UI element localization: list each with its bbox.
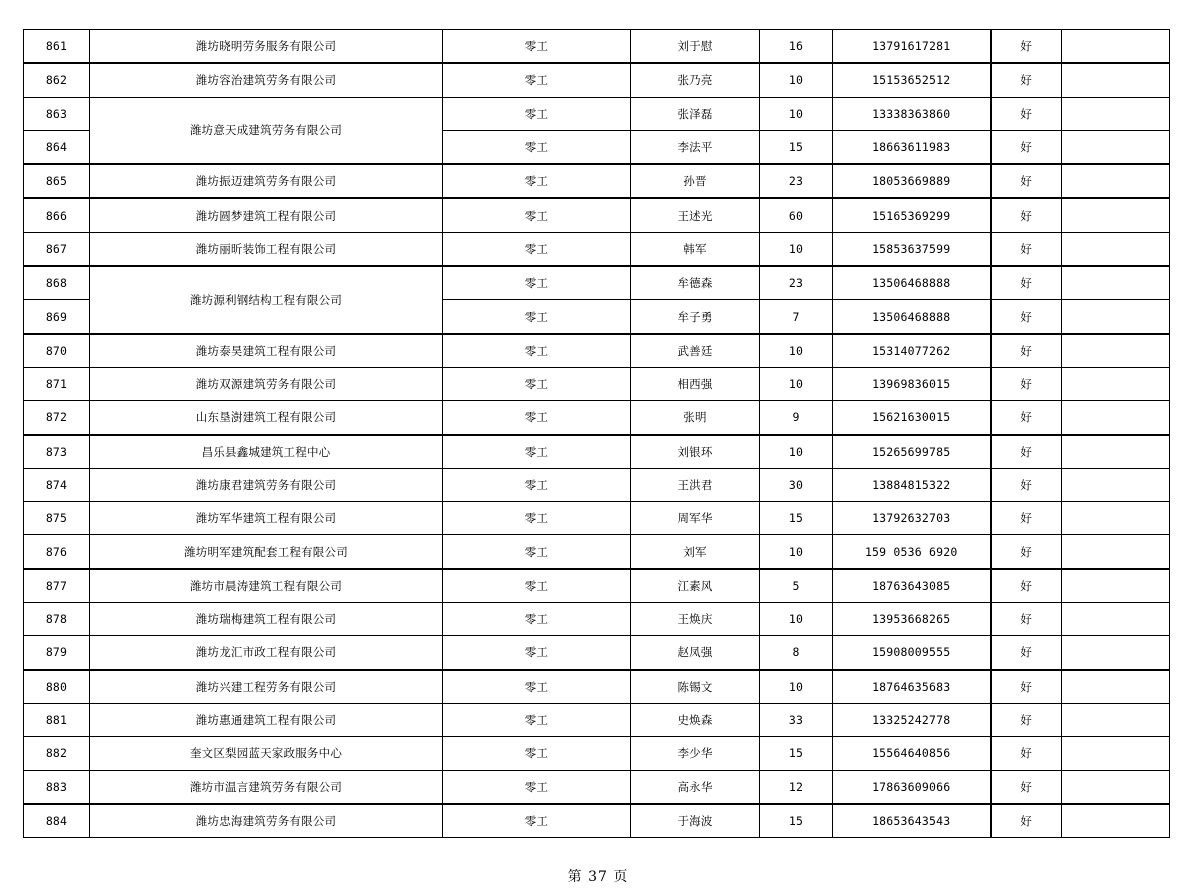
table-row — [24, 770, 1170, 804]
status-cell: 好 — [991, 164, 1062, 198]
phone-cell: 13791617281 — [833, 30, 991, 64]
worker-count-cell: 30 — [760, 468, 833, 501]
remark-cell — [1062, 97, 1170, 130]
status-cell: 好 — [991, 232, 1062, 266]
work-type-cell: 零工 — [443, 636, 631, 670]
work-type-cell: 零工 — [443, 502, 631, 535]
work-type-cell: 零工 — [443, 63, 631, 97]
company-cell: 潍坊晓明劳务服务有限公司 — [90, 30, 443, 64]
phone-cell: 18764635683 — [833, 670, 991, 704]
table-row — [24, 164, 1170, 198]
worker-count-cell: 10 — [760, 367, 833, 400]
row-number-cell: 882 — [24, 737, 90, 770]
phone-cell: 13506468888 — [833, 300, 991, 334]
row-number-cell: 884 — [24, 804, 90, 838]
worker-count-cell: 23 — [760, 164, 833, 198]
status-cell: 好 — [991, 569, 1062, 603]
table-row — [24, 502, 1170, 535]
status-cell: 好 — [991, 401, 1062, 435]
remark-cell — [1062, 334, 1170, 368]
work-type-cell: 零工 — [443, 198, 631, 232]
row-number-cell: 883 — [24, 770, 90, 804]
table-row — [24, 97, 1170, 130]
contact-name-cell: 刘于慰 — [631, 30, 760, 64]
phone-cell: 15265699785 — [833, 435, 991, 469]
company-cell: 潍坊明军建筑配套工程有限公司 — [90, 535, 443, 569]
work-type-cell: 零工 — [443, 367, 631, 400]
table-row — [24, 703, 1170, 736]
phone-cell: 17863609066 — [833, 770, 991, 804]
row-number-cell: 878 — [24, 603, 90, 636]
table-row — [24, 401, 1170, 435]
remark-cell — [1062, 502, 1170, 535]
company-cell: 潍坊容治建筑劳务有限公司 — [90, 63, 443, 97]
company-cell: 昌乐县鑫城建筑工程中心 — [90, 435, 443, 469]
company-cell: 潍坊泰昊建筑工程有限公司 — [90, 334, 443, 368]
company-cell: 潍坊意天成建筑劳务有限公司 — [90, 97, 443, 164]
worker-count-cell: 10 — [760, 435, 833, 469]
remark-cell — [1062, 232, 1170, 266]
table-row — [24, 198, 1170, 232]
status-cell: 好 — [991, 636, 1062, 670]
remark-cell — [1062, 300, 1170, 334]
remark-cell — [1062, 636, 1170, 670]
row-number-cell: 867 — [24, 232, 90, 266]
table-row — [24, 63, 1170, 97]
status-cell: 好 — [991, 703, 1062, 736]
row-number-cell: 869 — [24, 300, 90, 334]
status-cell: 好 — [991, 266, 1062, 300]
remark-cell — [1062, 603, 1170, 636]
data-table — [23, 29, 1170, 838]
row-number-cell: 880 — [24, 670, 90, 704]
row-number-cell: 874 — [24, 468, 90, 501]
remark-cell — [1062, 198, 1170, 232]
row-number-cell: 865 — [24, 164, 90, 198]
phone-cell: 15853637599 — [833, 232, 991, 266]
status-cell: 好 — [991, 770, 1062, 804]
phone-cell: 13953668265 — [833, 603, 991, 636]
row-number-cell: 877 — [24, 569, 90, 603]
worker-count-cell: 10 — [760, 63, 833, 97]
work-type-cell: 零工 — [443, 266, 631, 300]
phone-cell: 15165369299 — [833, 198, 991, 232]
company-cell: 奎文区梨园蓝天家政服务中心 — [90, 737, 443, 770]
work-type-cell: 零工 — [443, 30, 631, 64]
company-cell: 潍坊龙汇市政工程有限公司 — [90, 636, 443, 670]
contact-name-cell: 王洪君 — [631, 468, 760, 501]
company-cell: 山东垦澍建筑工程有限公司 — [90, 401, 443, 435]
phone-cell: 13325242778 — [833, 703, 991, 736]
table-row — [24, 266, 1170, 300]
work-type-cell: 零工 — [443, 703, 631, 736]
worker-count-cell: 60 — [760, 198, 833, 232]
work-type-cell: 零工 — [443, 670, 631, 704]
work-type-cell: 零工 — [443, 737, 631, 770]
status-cell: 好 — [991, 502, 1062, 535]
contact-name-cell: 韩军 — [631, 232, 760, 266]
table-row — [24, 232, 1170, 266]
worker-count-cell: 15 — [760, 130, 833, 164]
company-cell: 潍坊丽昕装饰工程有限公司 — [90, 232, 443, 266]
table-row — [24, 367, 1170, 400]
table-row — [24, 804, 1170, 838]
work-type-cell: 零工 — [443, 164, 631, 198]
remark-cell — [1062, 804, 1170, 838]
contact-name-cell: 于海波 — [631, 804, 760, 838]
worker-count-cell: 10 — [760, 334, 833, 368]
work-type-cell: 零工 — [443, 468, 631, 501]
contact-name-cell: 江素风 — [631, 569, 760, 603]
row-number-cell: 868 — [24, 266, 90, 300]
status-cell: 好 — [991, 468, 1062, 501]
remark-cell — [1062, 703, 1170, 736]
table-row — [24, 737, 1170, 770]
company-cell: 潍坊振迈建筑劳务有限公司 — [90, 164, 443, 198]
phone-cell: 13969836015 — [833, 367, 991, 400]
work-type-cell: 零工 — [443, 603, 631, 636]
phone-cell: 18663611983 — [833, 130, 991, 164]
company-cell: 潍坊惠通建筑工程有限公司 — [90, 703, 443, 736]
remark-cell — [1062, 30, 1170, 64]
table-row — [24, 334, 1170, 368]
table-row — [24, 670, 1170, 704]
company-cell: 潍坊源利钢结构工程有限公司 — [90, 266, 443, 334]
work-type-cell: 零工 — [443, 130, 631, 164]
row-number-cell: 875 — [24, 502, 90, 535]
remark-cell — [1062, 435, 1170, 469]
contact-name-cell: 刘银环 — [631, 435, 760, 469]
company-cell: 潍坊军华建筑工程有限公司 — [90, 502, 443, 535]
contact-name-cell: 张明 — [631, 401, 760, 435]
row-number-cell: 862 — [24, 63, 90, 97]
contact-name-cell: 牟德森 — [631, 266, 760, 300]
status-cell: 好 — [991, 804, 1062, 838]
worker-count-cell: 33 — [760, 703, 833, 736]
row-number-cell: 872 — [24, 401, 90, 435]
company-cell: 潍坊兴建工程劳务有限公司 — [90, 670, 443, 704]
remark-cell — [1062, 63, 1170, 97]
phone-cell: 15314077262 — [833, 334, 991, 368]
row-number-cell: 876 — [24, 535, 90, 569]
contact-name-cell: 高永华 — [631, 770, 760, 804]
worker-count-cell: 5 — [760, 569, 833, 603]
row-number-cell: 863 — [24, 97, 90, 130]
status-cell: 好 — [991, 670, 1062, 704]
table-row — [24, 30, 1170, 64]
work-type-cell: 零工 — [443, 535, 631, 569]
status-cell: 好 — [991, 367, 1062, 400]
phone-cell: 18653643543 — [833, 804, 991, 838]
remark-cell — [1062, 164, 1170, 198]
contact-name-cell: 李法平 — [631, 130, 760, 164]
remark-cell — [1062, 468, 1170, 501]
contact-name-cell: 刘军 — [631, 535, 760, 569]
status-cell: 好 — [991, 30, 1062, 64]
table-row — [24, 569, 1170, 603]
work-type-cell: 零工 — [443, 435, 631, 469]
remark-cell — [1062, 770, 1170, 804]
row-number-cell: 881 — [24, 703, 90, 736]
row-number-cell: 870 — [24, 334, 90, 368]
phone-cell: 13792632703 — [833, 502, 991, 535]
row-number-cell: 873 — [24, 435, 90, 469]
contact-name-cell: 周军华 — [631, 502, 760, 535]
company-cell: 潍坊康君建筑劳务有限公司 — [90, 468, 443, 501]
company-cell: 潍坊瑞梅建筑工程有限公司 — [90, 603, 443, 636]
worker-count-cell: 15 — [760, 502, 833, 535]
remark-cell — [1062, 266, 1170, 300]
work-type-cell: 零工 — [443, 232, 631, 266]
table-row — [24, 435, 1170, 469]
contact-name-cell: 李少华 — [631, 737, 760, 770]
page-number: 第 37 页 — [567, 869, 629, 885]
table-row — [24, 535, 1170, 569]
row-number-cell: 871 — [24, 367, 90, 400]
phone-cell: 15908009555 — [833, 636, 991, 670]
worker-count-cell: 10 — [760, 232, 833, 266]
worker-count-cell: 10 — [760, 535, 833, 569]
worker-count-cell: 9 — [760, 401, 833, 435]
worker-count-cell: 7 — [760, 300, 833, 334]
phone-cell: 13338363860 — [833, 97, 991, 130]
company-cell: 潍坊忠海建筑劳务有限公司 — [90, 804, 443, 838]
phone-cell: 13506468888 — [833, 266, 991, 300]
contact-name-cell: 史焕森 — [631, 703, 760, 736]
contact-name-cell: 张乃亮 — [631, 63, 760, 97]
worker-count-cell: 10 — [760, 603, 833, 636]
company-cell: 潍坊圆梦建筑工程有限公司 — [90, 198, 443, 232]
work-type-cell: 零工 — [443, 770, 631, 804]
remark-cell — [1062, 367, 1170, 400]
contact-name-cell: 赵凤强 — [631, 636, 760, 670]
status-cell: 好 — [991, 435, 1062, 469]
work-type-cell: 零工 — [443, 300, 631, 334]
work-type-cell: 零工 — [443, 97, 631, 130]
row-number-cell: 864 — [24, 130, 90, 164]
contact-name-cell: 陈锡文 — [631, 670, 760, 704]
table-row — [24, 468, 1170, 501]
company-cell: 潍坊市晨涛建筑工程有限公司 — [90, 569, 443, 603]
contact-name-cell: 孙晋 — [631, 164, 760, 198]
worker-count-cell: 8 — [760, 636, 833, 670]
worker-count-cell: 10 — [760, 670, 833, 704]
company-cell: 潍坊市温言建筑劳务有限公司 — [90, 770, 443, 804]
contact-name-cell: 武善廷 — [631, 334, 760, 368]
remark-cell — [1062, 130, 1170, 164]
contact-name-cell: 牟子勇 — [631, 300, 760, 334]
row-number-cell: 861 — [24, 30, 90, 64]
work-type-cell: 零工 — [443, 804, 631, 838]
phone-cell: 15564640856 — [833, 737, 991, 770]
phone-cell: 18763643085 — [833, 569, 991, 603]
contact-name-cell: 王焕庆 — [631, 603, 760, 636]
worker-count-cell: 12 — [760, 770, 833, 804]
phone-cell: 159 0536 6920 — [833, 535, 991, 569]
status-cell: 好 — [991, 334, 1062, 368]
status-cell: 好 — [991, 97, 1062, 130]
work-type-cell: 零工 — [443, 334, 631, 368]
row-number-cell: 866 — [24, 198, 90, 232]
worker-count-cell: 15 — [760, 737, 833, 770]
remark-cell — [1062, 670, 1170, 704]
status-cell: 好 — [991, 603, 1062, 636]
status-cell: 好 — [991, 300, 1062, 334]
contact-name-cell: 王述光 — [631, 198, 760, 232]
remark-cell — [1062, 569, 1170, 603]
phone-cell: 15153652512 — [833, 63, 991, 97]
worker-count-cell: 16 — [760, 30, 833, 64]
status-cell: 好 — [991, 63, 1062, 97]
remark-cell — [1062, 401, 1170, 435]
worker-count-cell: 23 — [760, 266, 833, 300]
table-body — [24, 30, 1170, 838]
worker-count-cell: 10 — [760, 97, 833, 130]
phone-cell: 18053669889 — [833, 164, 991, 198]
table-row — [24, 603, 1170, 636]
status-cell: 好 — [991, 130, 1062, 164]
phone-cell: 15621630015 — [833, 401, 991, 435]
phone-cell: 13884815322 — [833, 468, 991, 501]
work-type-cell: 零工 — [443, 569, 631, 603]
status-cell: 好 — [991, 737, 1062, 770]
remark-cell — [1062, 737, 1170, 770]
status-cell: 好 — [991, 198, 1062, 232]
row-number-cell: 879 — [24, 636, 90, 670]
remark-cell — [1062, 535, 1170, 569]
contact-name-cell: 张泽磊 — [631, 97, 760, 130]
work-type-cell: 零工 — [443, 401, 631, 435]
table-row — [24, 636, 1170, 670]
worker-count-cell: 15 — [760, 804, 833, 838]
company-cell: 潍坊双源建筑劳务有限公司 — [90, 367, 443, 400]
status-cell: 好 — [991, 535, 1062, 569]
contact-name-cell: 相西强 — [631, 367, 760, 400]
